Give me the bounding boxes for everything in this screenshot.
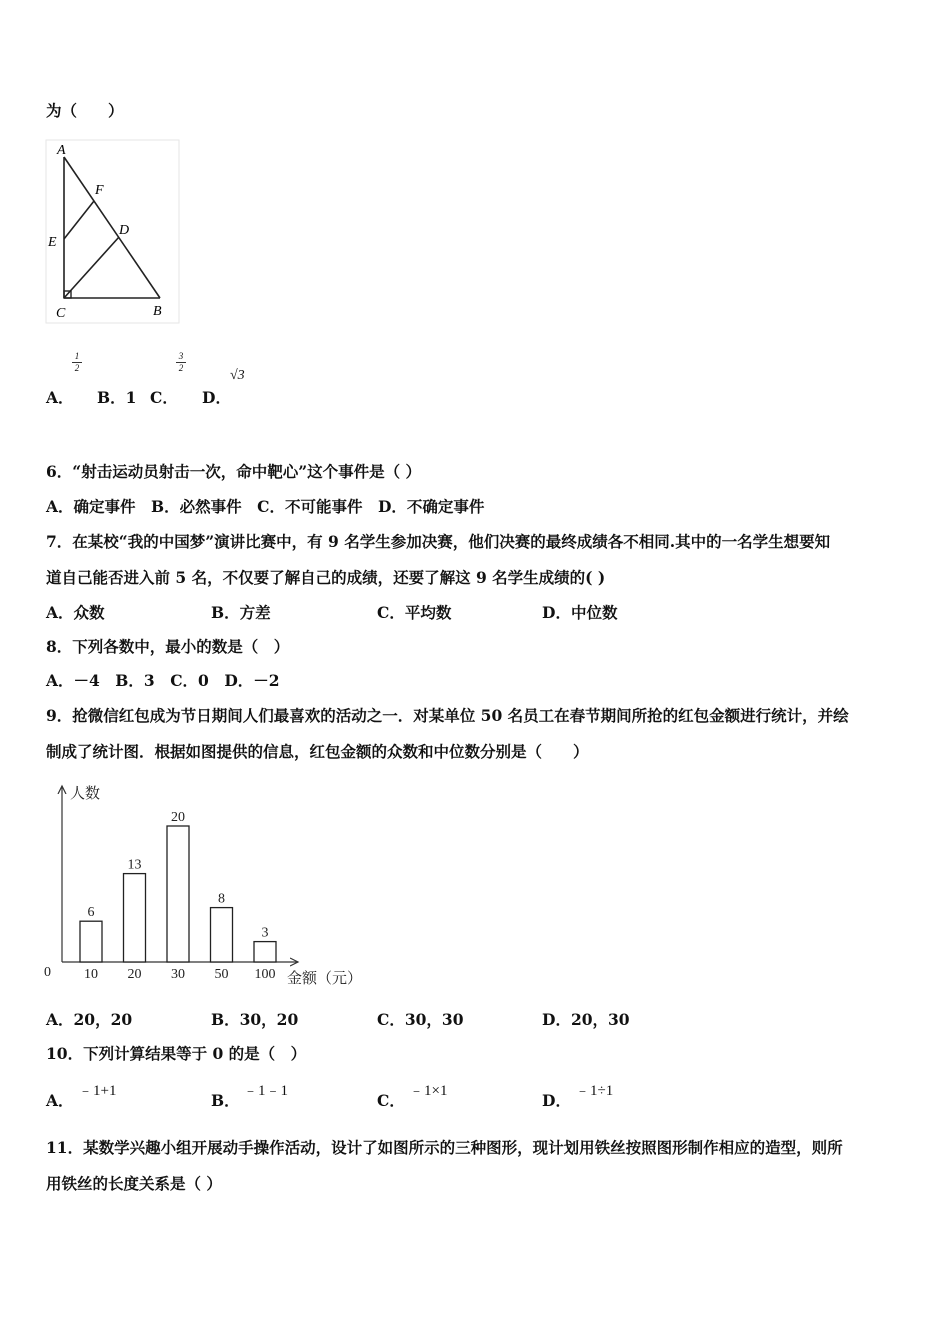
q5-option-c-fraction: 3 2: [176, 352, 186, 373]
segment-CD: [64, 237, 119, 298]
q10-expr-c: ﹣1×1: [409, 1083, 448, 1099]
label-E: E: [48, 235, 57, 250]
q10-expr-d: ﹣1÷1: [575, 1083, 614, 1099]
q9-option-b: B．30，20: [211, 1010, 299, 1029]
label-D: D: [119, 223, 130, 238]
q10-option-d: D．: [542, 1091, 571, 1110]
x-axis-label: 金额（元）: [287, 971, 363, 987]
q9-stem-line1: 9．抢微信红包成为节日期间人们最喜欢的活动之一．对某单位 50 名员工在春节期间所抢的红包金额进行统计，并绘: [46, 706, 849, 725]
q10-option-a: A．: [46, 1091, 74, 1110]
x-tick-label-20: 20: [127, 967, 142, 982]
q10-option-b: B．: [211, 1091, 240, 1110]
bar-value-label-10: 6: [87, 905, 95, 921]
segment-EF: [64, 201, 94, 239]
q8-options: A．－4 B．3 C．0 D．－2: [46, 671, 280, 690]
q5-option-d-sqrt: √3: [230, 368, 245, 383]
q9-stem-line2: 制成了统计图．根据如图提供的信息，红包金额的众数和中位数分别是（ ）: [46, 742, 589, 761]
label-A: A: [57, 143, 66, 158]
q10-option-c: C．: [377, 1091, 405, 1110]
q7-option-d: D．中位数: [542, 603, 618, 622]
q10-expr-a: ﹣1+1: [78, 1083, 117, 1099]
q5-option-c: C．: [150, 388, 178, 407]
bar-20: [124, 874, 146, 962]
q8-stem: 8．下列各数中，最小的数是（ ）: [46, 637, 290, 656]
q5-option-a: A．: [46, 388, 74, 407]
q11-stem-line2: 用铁丝的长度关系是（ ）: [46, 1174, 222, 1193]
q6-options: A．确定事件 B．必然事件 C．不可能事件 D．不确定事件: [46, 497, 485, 516]
q10-expr-b: ﹣1﹣1: [243, 1083, 289, 1099]
x-tick-label-30: 30: [171, 967, 185, 982]
x-tick-label-10: 10: [84, 967, 98, 982]
y-axis-label: 人数: [70, 786, 101, 802]
bar-value-label-30: 20: [171, 810, 185, 825]
q7-option-a: A．众数: [46, 603, 105, 622]
bar-value-label-50: 8: [218, 891, 225, 907]
bar-50: [211, 908, 233, 962]
q9-option-c: C．30，30: [377, 1010, 464, 1029]
q6-stem: 6．“射击运动员射击一次，命中靶心”这个事件是（ ）: [46, 462, 422, 481]
q7-option-c: C．平均数: [377, 603, 452, 622]
bar-value-label-100: 3: [261, 925, 269, 941]
bar-100: [254, 942, 276, 962]
q9-bar-chart: [40, 778, 380, 998]
segment-AB: [64, 157, 160, 298]
q11-stem-line1: 11．某数学兴趣小组开展动手操作活动，设计了如图所示的三种图形，现计划用铁丝按照图形制作相应的造型，则所: [46, 1138, 843, 1157]
label-C: C: [56, 306, 66, 321]
q5-option-b: B．1: [97, 388, 137, 407]
x-tick-label-100: 100: [254, 967, 276, 982]
q5-option-a-fraction: 1 2: [72, 352, 82, 373]
q9-option-d: D．20，30: [542, 1010, 630, 1029]
bar-value-label-20: 13: [127, 857, 142, 873]
x-tick-label-50: 50: [214, 967, 229, 982]
q5-option-d: D．: [202, 388, 231, 407]
label-F: F: [95, 183, 104, 198]
bar-30: [167, 826, 189, 962]
q7-stem-line1: 7．在某校“我的中国梦”演讲比赛中，有 9 名学生参加决赛，他们决赛的最终成绩各不相同.其中的一名学生想要知: [46, 532, 831, 551]
q9-option-a: A．20，20: [46, 1010, 133, 1029]
label-B: B: [153, 304, 162, 319]
q5-intro: 为（ ）: [46, 101, 124, 120]
q10-stem: 10．下列计算结果等于 0 的是（ ）: [46, 1044, 307, 1063]
origin-label: 0: [44, 965, 51, 980]
q7-stem-line2: 道自己能否进入前 5 名，不仅要了解自己的成绩，还要了解这 9 名学生成绩的( ): [46, 568, 606, 587]
bar-10: [80, 921, 102, 962]
q5-triangle-figure: [46, 140, 181, 325]
q7-option-b: B．方差: [211, 603, 271, 622]
